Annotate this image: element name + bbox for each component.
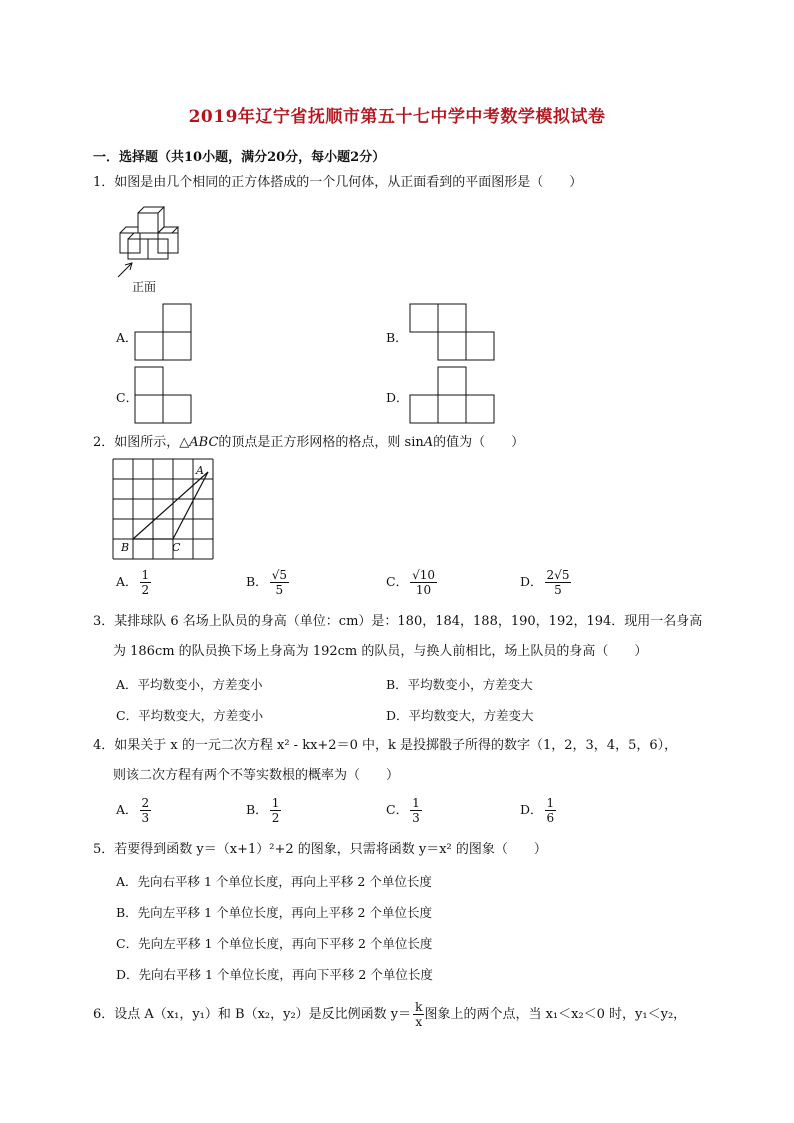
q4-option-d[interactable]: D． $\frac{1}{6}$ (520, 796, 555, 825)
grid-point-c: C (172, 541, 181, 554)
front-view-label: 正面 (132, 280, 157, 294)
q4-option-a[interactable]: A． $\frac{2}{3}$ (116, 796, 150, 825)
q1-option-a-figure (135, 303, 195, 363)
q1-option-d-figure (410, 366, 500, 426)
q3-option-d[interactable]: D．平均数变大，方差变大 (386, 708, 534, 723)
question-5-text: 5．若要得到函数 y＝（x+1）²+2 的图象，只需将函数 y＝x² 的图象（ ） (93, 842, 547, 857)
question-4-line-2: 则该二次方程有两个不等实数根的概率为（ ） (113, 768, 400, 783)
q5-option-c[interactable]: C．先向左平移 1 个单位长度，再向下平移 2 个单位长度 (116, 936, 433, 951)
grid-point-b: B (121, 541, 130, 554)
q5-option-d[interactable]: D．先向右平移 1 个单位长度，再向下平移 2 个单位长度 (116, 967, 433, 982)
q1-option-c-label[interactable]: C． (116, 390, 139, 405)
q1-option-d-label[interactable]: D． (386, 390, 409, 405)
question-1-text: 1．如图是由几个相同的正方体搭成的一个几何体，从正面看到的平面图形是（ ） (93, 175, 583, 190)
q1-option-a-label[interactable]: A． (116, 330, 138, 345)
q2-option-c[interactable]: C． $\frac{√10}{10}$ (386, 568, 435, 597)
q1-option-b-figure (410, 303, 500, 363)
section-heading: 一．选择题（共10小题，满分20分，每小题2分） (93, 150, 386, 165)
q2-grid-figure (113, 459, 223, 559)
q2-option-d[interactable]: D． $\frac{2√5}{5}$ (520, 568, 570, 597)
question-3-line-1: 3．某排球队 6 名场上队员的身高（单位：cm）是：180，184，188，190，192，194．现用一名身高 (93, 614, 703, 629)
q1-option-b-label[interactable]: B． (386, 330, 408, 345)
grid-point-a: A (196, 464, 204, 477)
question-3-line-2: 为 186cm 的队员换下场上身高为 192cm 的队员，与换人前相比，场上队员的身高（ ） (113, 644, 648, 659)
q3-option-c[interactable]: C．平均数变大，方差变小 (116, 708, 264, 723)
q2-option-b[interactable]: B． $\frac{√5}{5}$ (246, 568, 287, 597)
q4-option-b[interactable]: B． $\frac{1}{2}$ (246, 796, 280, 825)
q5-option-b[interactable]: B．先向左平移 1 个单位长度，再向上平移 2 个单位长度 (116, 905, 432, 920)
q1-option-c-figure (135, 366, 195, 426)
q5-option-a[interactable]: A．先向右平移 1 个单位长度，再向上平移 2 个单位长度 (116, 874, 432, 889)
question-2-text: 2．如图所示，△ABC的顶点是正方形网格的格点，则 sinA的值为（ ） (93, 435, 525, 450)
page-title: 2019年辽宁省抚顺市第五十七中学中考数学模拟试卷 (188, 107, 606, 127)
q3-option-a[interactable]: A．平均数变小，方差变小 (116, 677, 263, 692)
question-4-line-1: 4．如果关于 x 的一元二次方程 x² - kx+2＝0 中，k 是投掷骰子所得的数字（1，2，3，4，5，6）， (93, 738, 678, 753)
q4-option-c[interactable]: C． $\frac{1}{3}$ (386, 796, 420, 825)
q2-option-a[interactable]: A． $\frac{1}{2}$ (116, 568, 150, 597)
question-6-text: 6．设点 A（x₁，y₁）和 B（x₂，y₂）是反比例函数 y＝ $\frac{k}{x}$ 图象上的两个点，当 x₁＜x₂＜0 时，y₁＜y₂， (93, 1000, 687, 1029)
q3-option-b[interactable]: B．平均数变小，方差变大 (386, 677, 533, 692)
